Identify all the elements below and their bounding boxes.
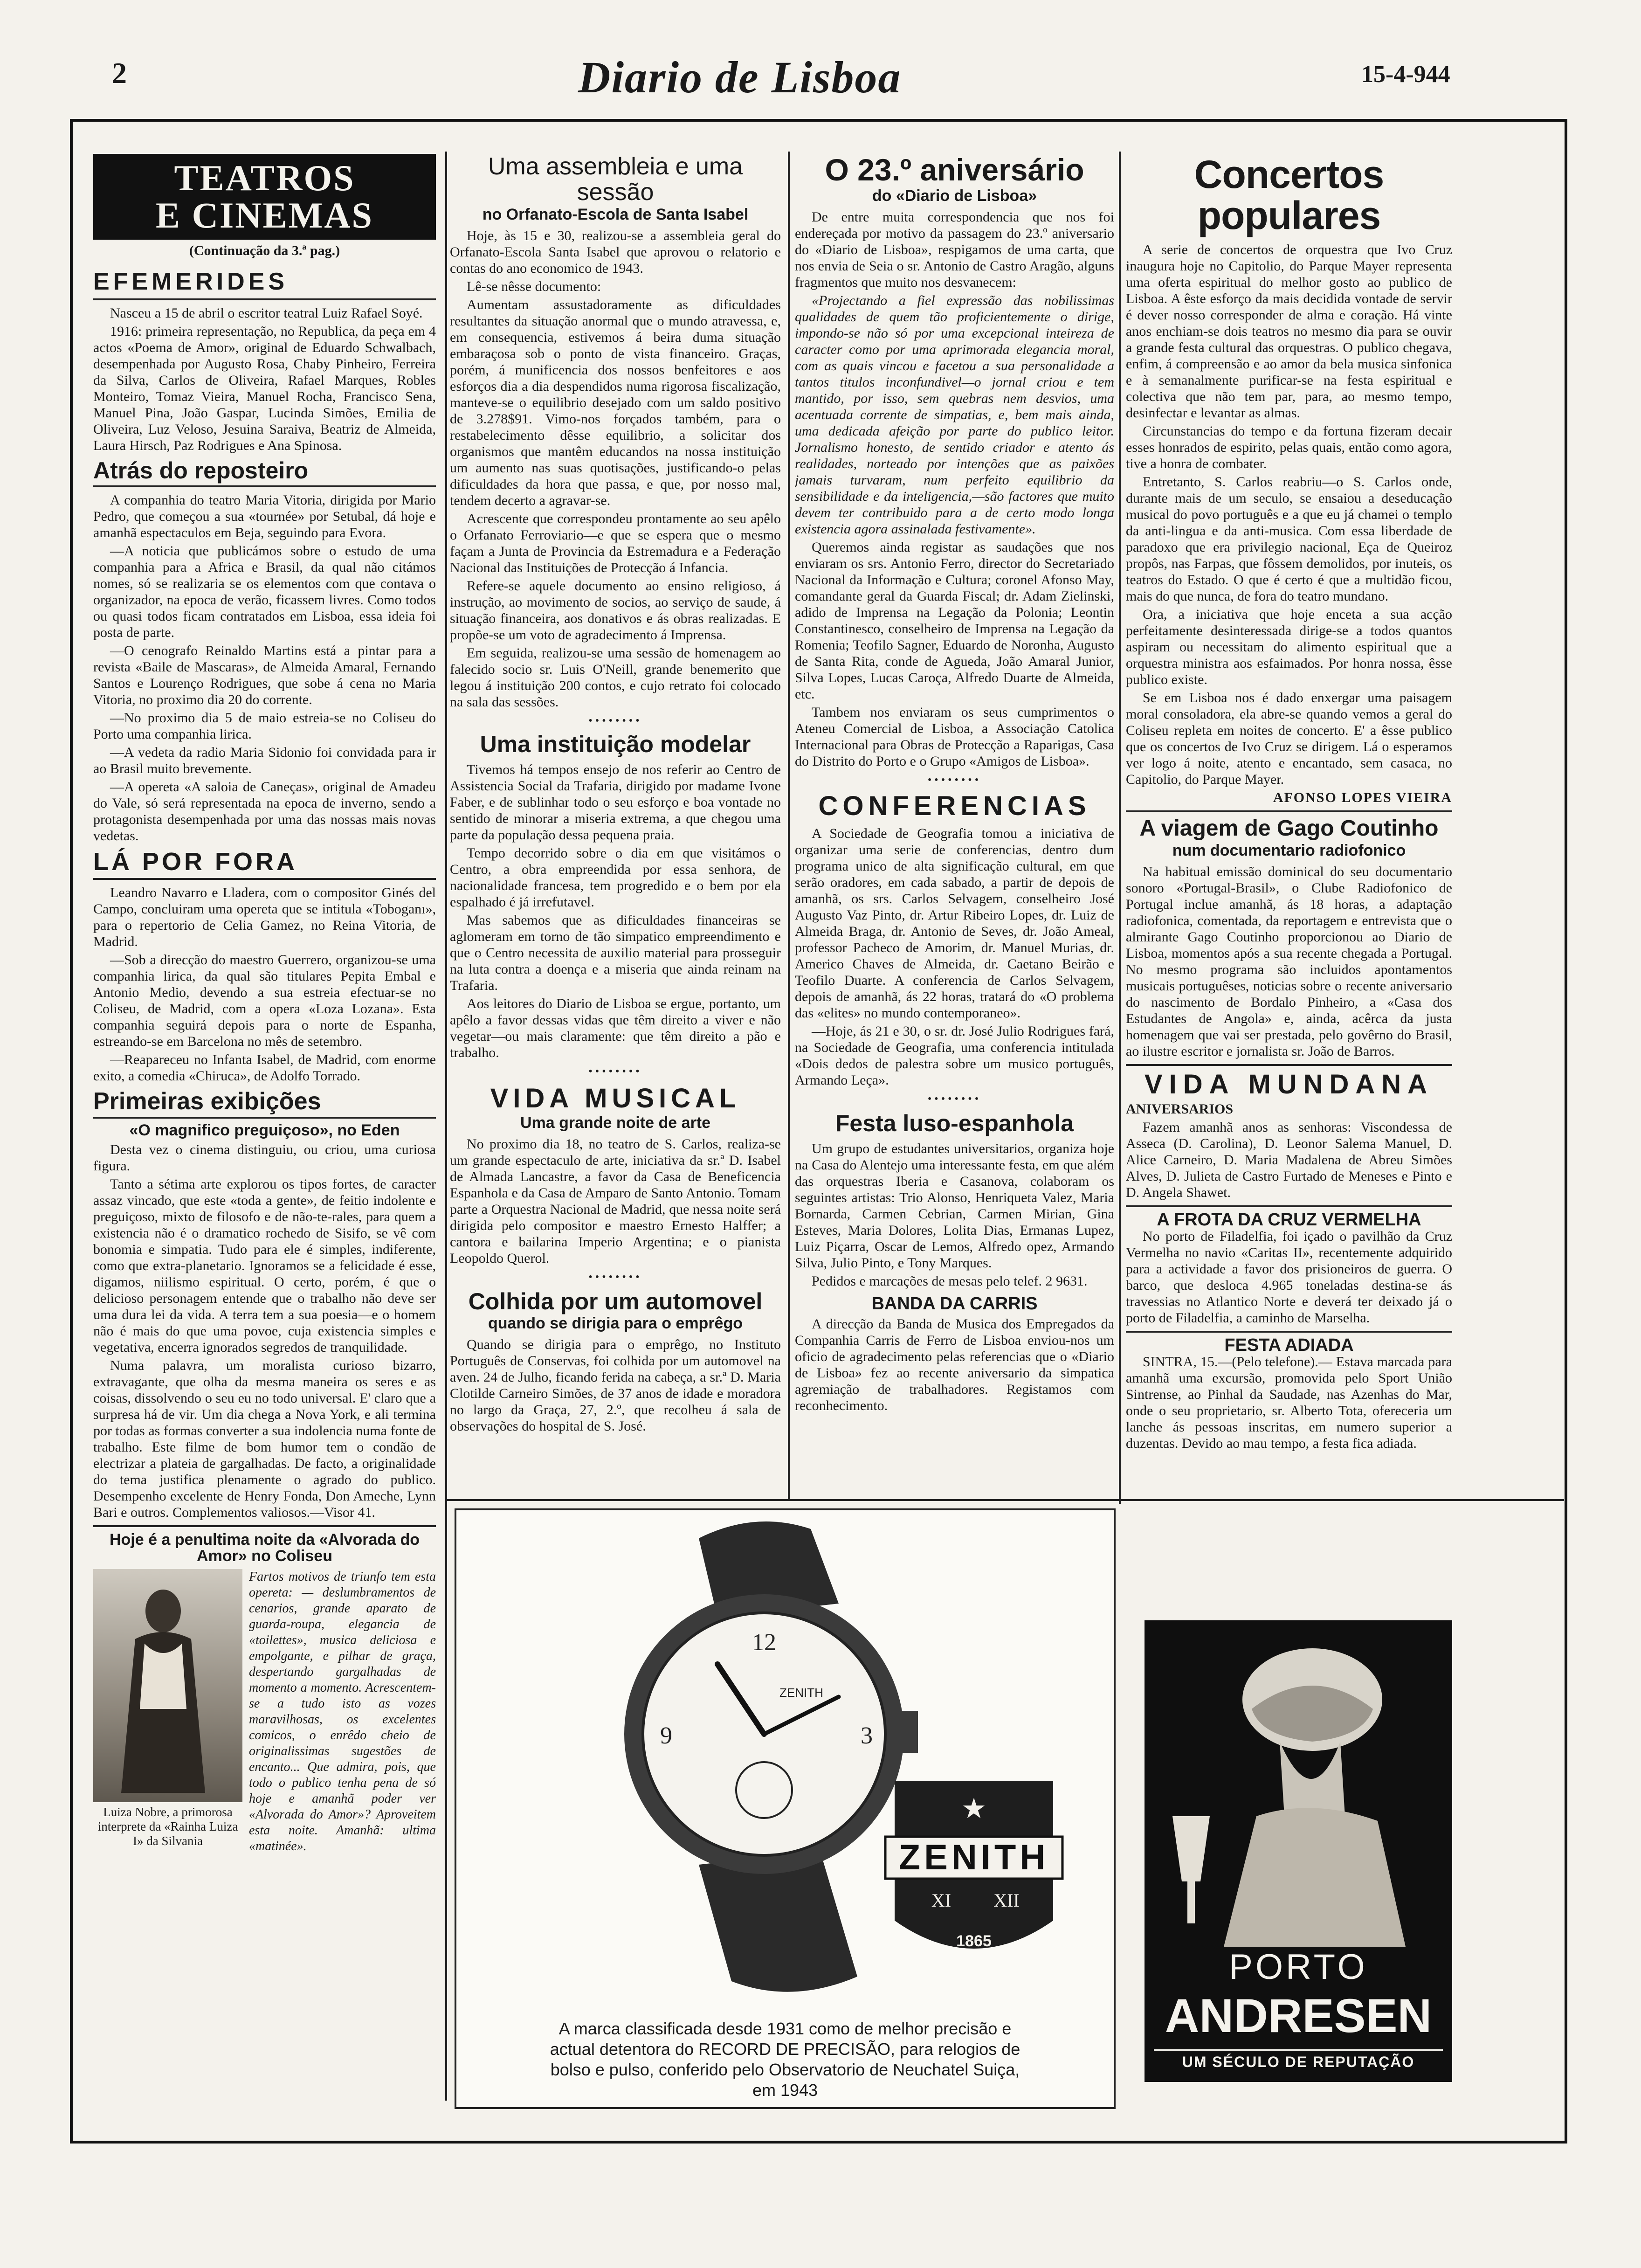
shield-num-2: XII (993, 1890, 1020, 1911)
article-paragraph: Tivemos há tempos ensejo de nos referir ao Centro de Assistencia Social da Trafaria, dirigido por madame Ivone Faber, e de sublinhar todo o seu esforço e boa vontade no sentido de minorar a miseria extrema, a que chegou uma parte da população dessa pequena praia. (450, 761, 781, 843)
article-paragraph: —No proximo dia 5 de maio estreia-se no Coliseu do Porto uma companhia lirica. (93, 710, 436, 742)
svg-text:3: 3 (861, 1722, 873, 1749)
andresen-label: ANDRESEN (1165, 1989, 1432, 2042)
coliseu-heading: Hoje é a penultima noite da «Alvorada do Amor» no Coliseu (109, 1531, 420, 1565)
column-4 (1126, 154, 1452, 1623)
separator: •••••••• (927, 774, 982, 787)
column-1 (93, 154, 436, 2122)
svg-text:9: 9 (660, 1722, 672, 1749)
separator: •••••••• (588, 1065, 642, 1078)
article-paragraph: Pedidos e marcações de mesas pelo telef. 2 9631. (812, 1273, 1088, 1289)
zenith-caption: A marca classificada desde 1931 como de melhor precisão e actual detentora do RECORD DE PRECISÃO, para relogios de bolso e pulso, conferido pelo Observatorio de Neuchatel Suiça, em 1943 (550, 2019, 1020, 2100)
article-paragraph: —A vedeta da radio Maria Sidonio foi convidada para ir ao Brasil muito brevemente. (93, 745, 436, 777)
column-rule-2 (788, 152, 790, 1499)
concertos-heading: Concertos populares (1194, 154, 1384, 238)
article-paragraph: Numa palavra, um moralista curioso bizarro, extravagante, que olha da mesma maneira os seres e as coisas, dissolvendo o seu eu no todo universal. E' claro que a surpresa há de vir. Um dia chega a Nova York, e ali termina por todas as formas converter a sua indolencia numa fonte de trabalho. Este filme de bom humor tem o condão de electrizar a plateia de gargalhadas. De facto, a originalidade do tema justifica plenamente o agrado do publico. Desempenho excelente de Henry Fonda, Don Ameche, Lynn Bari e outros. Complementos valiosos.—Visor 41. (93, 1358, 436, 1521)
exibicoes-heading: Primeiras exibições (93, 1087, 321, 1115)
article-quote: «Projectando a fiel expressão das nobilissimas qualidades de quem tão proficientemente o dirige, impondo-se não só por uma excepcional inteireza de caracter como por uma aprimorada elegancia moral, com as quais vincou e facetou a sua personalidade a tantos titulos inconfundivel—o jornal criou e tem mantido, por isso, sem quebras nem desvios, uma acentuada corrente de simpatias, e, bem mais ainda, uma dedicada afeição por parte do publico leitor. Jornalismo honesto, de sentido criador e atento ás realidades, norteado por intenções que as paixões jamais turvaram, num perfeito equilibrio da sensibilidade e da inteligencia,—são factores que muito devem ter contribuido para a de certo modo longa existencia agora assinalada festivamente». (795, 293, 1114, 537)
aniversario-subheading: do «Diario de Lisboa» (872, 187, 1037, 205)
coliseu-text: Fartos motivos de triunfo tem esta opereta: — deslumbramentos de cenarios, grande aparato de guarda-roupa, elegancia de «toilettes», musica deliciosa e empolgante, e pilhar de graça, despertando gargalhadas de momento a momento. Acrescentem-se a tudo isto as vozes maravilhosas, os excelentes comicos, o enrêdo cheio de originalissimas sugestões de encanto... Que admira, pois, que todo o publico tenha pena de só hoje e amanhã poder ver «Alvorada do Amor»? Aproveitem esta noite. Amanhã: ultima «matinée». (249, 1570, 436, 1854)
aniversario-heading: O 23.º aniversário (825, 154, 1084, 187)
gago-heading: A viagem de Gago Coutinho (1139, 816, 1439, 841)
article-paragraph: Nasceu a 15 de abril o escritor teatral Luiz Rafael Soyé. (110, 305, 423, 321)
article-paragraph: Um grupo de estudantes universitarios, organiza hoje na Casa do Alentejo uma interessante festa, em que além das orquestras Iberia e Casanova, colaboram os seguintes artistas: Trio Alonso, Henriqueta Valez, Maria Bornarda, Carmen Cebrian, Carmen Mirian, Gina Esteves, Maria Dolores, Lolita Dias, Ermanas Lupez, Luiz Piçarra, Oscar de Lemos, Alfredo opez, Armando Silva, Julio Pinto, e Tony Marques. (795, 1141, 1114, 1271)
article-paragraph: —A noticia que publicámos sobre o estudo de uma companhia para a Africa e Brasil, da qual não citámos nomes, só se realizaria se os elementos com que contava o organizador, na epoca de verão, ficassem livres. Como todos ou quasi todos ficam contratados em Lisboa, essa ideia foi posta de parte. (93, 543, 436, 641)
assembleia-subheading: no Orfanato-Escola de Santa Isabel (482, 206, 749, 224)
article-paragraph: Circunstancias do tempo e da fortuna fizeram decair esses honrados de espirito, pelas quais, então como agora, tive a honra de combater. (1126, 423, 1452, 472)
article-paragraph: Entretanto, S. Carlos reabriu—o S. Carlos onde, durante mais de um seculo, se ensaiou a deseducação musical do povo português e a que eu já chamei o templo da anti-lingua e da anti-musica. Com essa liberdade de paradoxo que era privilegio nacional, Eça de Queiroz propôs, nas Farpas, que fôssem demolidos, por inuteis, os teatros do Estado. O que é certo é que a multidão ficou, mais do que nunca, de fora do teatro mundano. (1126, 474, 1452, 604)
article-paragraph: Aos leitores do Diario de Lisboa se ergue, portanto, um apêlo a favor dessas vidas que têm direito a viver e não vegetar—ou mais claramente: que têm direito a pão e trabalho. (450, 996, 781, 1060)
article-paragraph: 1916: primeira representação, no Republica, da peça em 4 actos «Poema de Amor», original de Eduardo Schwalbach, desempenhada por Augusto Rosa, Chaby Pinheiro, Ferreira da Silva, Carlos de Oliveira, Rafael Marques, Robles Monteiro, Tomaz Vieira, Manuel Rocha, Francisco Sena, Manuel Pina, João Gaspar, Lucinda Simões, Emilia de Oliveira, Luz Veloso, Jesuina Saraiva, Beatriz de Almeida, Laura Hirsch, Paz Rodrigues e Ana Spinosa. (93, 323, 436, 453)
article-paragraph: Acrescente que correspondeu prontamente ao seu apêlo o Orfanato Ferroviario—e que se espera que o mesmo façam a Junta de Provincia da Estremadura e a Federação Nacional das Instituições de Protecção á Infancia. (450, 511, 781, 576)
article-paragraph: —O cenografo Reinaldo Martins está a pintar para a revista «Baile de Mascaras», de Almeida Amaral, Fernando Santos e Lourenço Rodrigues, que sobe á cena no Maria Vitoria, no proximo dia 20 do corrente. (93, 643, 436, 708)
dial-brand: ZENITH (779, 1686, 823, 1700)
conferencias-heading: CONFERENCIAS (818, 791, 1091, 822)
article-paragraph: A Sociedade de Geografia tomou a iniciativa de organizar uma serie de conferencias, dentro dum programa unico de alta significação cultural, em que serão oradores, em cada sabado, a partir de depois de amanhã, os srs. Carlos Selvagem, conselheiro José Augusto Vaz Pinto, dr. Artur Ribeiro Lopes, dr. Luiz de Almeida Braga, dr. Antonio de Seves, dr. João Ameal, professor Pacheco de Amorim, dr. Manuel Murias, dr. Americo Chaves de Almeida, dr. Caetano Beirão e Teofilo Duarte. A conferencia de Carlos Selvagem, depois de amanhã, ás 22 horas, tratará do «O problema das «elites» no mundo contemporaneo». (795, 826, 1114, 1021)
article-paragraph: A serie de concertos de orquestra que Ivo Cruz inaugura hoje no Capitolio, do Parque Mayer representa uma oferta espiritual do melhor gosto ao publico de Lisboa. A êste esforço da mais decidida vontade de servir é dever nosso corresponder de alma e coração. Há vinte anos enchiam-se dois teatros no mesmo dia para se ouvir a grande festa cultural das orquestras. O publico chegava, enfim, á compreensão e ao amor da bela musica sinfonica e à semanalmente purificar-se na festa espiritual e colectiva que não tem par, para, ao mesmo tempo, desinfectar e levantar as almas. (1126, 242, 1452, 421)
article-paragraph: Lê-se nêsse documento: (467, 279, 601, 295)
article-paragraph: —Hoje, ás 21 e 30, o sr. dr. José Julio Rodrigues fará, na Sociedade de Geografia, uma conferencia intitulada «Dois dedos de palestra sobre um musico português, Armando Leça». (795, 1023, 1114, 1088)
porto-andresen-advert (1145, 1620, 1452, 2082)
article-paragraph: SINTRA, 15.—(Pelo telefone).— Estava marcada para amanhã uma excursão, promovida pelo Sport União Sintrense, ao Pinhal da Saudade, nas Azenhas do Mar, onde o seu proprietario, sr. Alberto Tota, ofereceria um lanche ás pessoas inscritas, em numero superior a duzentas. Devido ao mau tempo, a festa fica adiada. (1126, 1354, 1452, 1451)
article-paragraph: Tanto a sétima arte explorou os tipos fortes, de caracter assaz vincado, que este «toda a gente», de feitio indolente e preguiçoso, mixto de filosofo e de não-te-rales, para quem a existencia não é o dramatico rochedo de Sisifo, se vê com bonomia e simpatia. Tudo para ele é simples, indiferente, como que extra-planetario. Ignoramos se a felicidade é esse, digamos, niilismo espiritual. O certo, porém, é que o delicioso personagem entende que o trabalho não deve ser uma dura lei da vida. A terra tem a sua poesia—e o homem não é mais do que uma povoe, cuja existencia simples e vegetativa, encerra ignorados segredos de tranquilidade. (93, 1176, 436, 1355)
separator: •••••••• (588, 1271, 642, 1283)
article-paragraph: Aumentam assustadoramente as dificuldades resultantes da situação anormal que o mundo atravessa, e, em consequencia, estivemos á beira duma situação embaraçosa sob o ponto de vista financeiro. Graças, porém, á munificencia dos nossos benfeitores e aos esforços dia a dia despendidos numa rigorosa fiscalização, manteve-se o equilibrio desejado com um saldo positivo de 3.278$91. Vimo-nos forçados também, para o restabelecimento dêsse equilibrio, a solicitar dos organismos que mantêm educandos na nossa instituição um aumento nas suas quotisações, justificando-o pelas dificuldades da hora que passa, e que, por nosso mal, tendem decerto a agravar-se. (450, 297, 781, 509)
article-paragraph: Mas sabemos que as dificuldades financeiras se aglomeram em torno de tão simpatico empreendimento e que o Centro necessita de auxilio material para prosseguir na luta contra a doença e a miseria que ainda reinam na Trafaria. (450, 912, 781, 993)
article-paragraph: De entre muita correspondencia que nos foi endereçada por motivo da passagem do 23.º aniversario do «Diario de Lisboa», respigamos de uma carta, que nos envia de Seia o sr. Antonio de Castro Aragão, alguns fragmentos que muito nos desvanecem: (795, 209, 1114, 290)
article-paragraph: No proximo dia 18, no teatro de S. Carlos, realiza-se um grande espectaculo de arte, iniciativa da sr.ª D. Isabel de Almada Lancastre, a favor da Casa de Beneficencia Espanhola e da Casa de Amparo de Santo Antonio. Tomam parte a Orquestra Nacional de Madrid, que nessa noite será dirigida pelo compositor e maestro Ernesto Halffer; a cantora e bailarina Imperio Argentina; e o pianista Leopoldo Querol. (450, 1136, 781, 1266)
assembleia-heading: Uma assembleia e uma sessão (488, 154, 743, 206)
reposteiro-heading: Atrás do reposteiro (93, 457, 309, 484)
article-paragraph: Tempo decorrido sobre o dia em que visitámos o Centro, a obra empreendida por essa senhora, de nacionalidade francesa, tem progredido e o bem por ela espalhado é já irrefutavel. (450, 845, 781, 910)
zenith-advert (455, 1508, 1116, 2109)
svg-text:12: 12 (752, 1629, 776, 1656)
vida-mundana-heading: VIDA MUNDANA (1144, 1069, 1434, 1099)
article-paragraph: Se em Lisboa nos é dado enxergar uma paisagem moral consoladora, ela abre-se quando vemos a geral do Coliseu repleta em noites de concerto. E' a êsse publico que os concertos de Ivo Cruz se dirigem. Lá o esperamos ver logo á noite, atento e encantado, sem casaca, no Capitolio, do Parque Mayer. (1126, 690, 1452, 788)
column-2 (450, 154, 781, 1492)
vida-musical-heading: VIDA MUSICAL (490, 1083, 741, 1113)
column-rule-1 (445, 152, 447, 2101)
andresen-tagline: UM SÉCULO DE REPUTAÇÃO (1154, 2049, 1443, 2071)
porto-label: PORTO (1229, 1947, 1368, 1987)
concertos-author: AFONSO LOPES VIEIRA (1273, 790, 1452, 806)
colhida-heading: Colhida por um automovel (468, 1288, 763, 1314)
photo-caption: Luiza Nobre, a primorosa interprete da «Rainha Luiza I» da Silvania (97, 1805, 238, 1848)
colhida-subheading: quando se dirigia para o emprêgo (488, 1314, 743, 1333)
aniversarios-label: ANIVERSARIOS (1126, 1101, 1234, 1117)
column-3 (795, 154, 1114, 1492)
article-paragraph: Fazem amanhã anos as senhoras: Viscondessa de Asseca (D. Carolina), D. Leonor Salema Manuel, D. Alice Carneiro, D. Maria Madalena de Abreu Simões Alves, D. Julieta de Castro Furtado de Meneses e Pinto e D. Angela Shawet. (1126, 1119, 1452, 1200)
teatros-cinemas-banner: TEATROS E CINEMAS (93, 154, 436, 240)
article-paragraph: Em seguida, realizou-se uma sessão de homenagem ao falecido socio sr. Luis O'Neill, grande benemerito que legou á instituição 200 contos, e cujo retrato foi colocado na sala das sessões. (450, 645, 781, 710)
instituicao-heading: Uma instituição modelar (480, 731, 751, 758)
actress-photo (93, 1569, 242, 1802)
exibicoes-subheading: «O magnifico preguiçoso», no Eden (129, 1121, 400, 1140)
article-paragraph: Refere-se aquele documento ao ensino religioso, á instrução, ao movimento de socios, ao serviço de saude, á situação financeira, aos donativos e ás obras realizadas. E propõe-se um voto de agradecimento á Imprensa. (450, 578, 781, 643)
article-paragraph: Queremos ainda registar as saudações que nos enviaram os srs. Antonio Ferro, director do Secretariado Nacional da Informação e Cultura; coronel Afonso May, comandante geral da Guarda Fiscal; dr. Adam Zielinski, adido de Imprensa na Legação da Polonia; Leontin Constantinesco, conselheiro de Imprensa na Legação da Romenia; Teofilo Sagner, Eduardo de Noronha, Augusto de Santa Rita, conde de Agueda, João Amaral Junior, Silva Lopes, Lucas Caroça, Alfredo Duarte de Almeida, etc. (795, 539, 1114, 702)
festa-heading: Festa luso-espanhola (835, 1110, 1074, 1137)
zenith-year: 1865 (956, 1932, 992, 1950)
article-paragraph: Quando se dirigia para o emprêgo, no Instituto Português de Conservas, foi colhida por um automovel na aven. 24 de Julho, ficando ferida na cabeça, a sr.ª D. Maria Clotilde Carneiro Simões, de 37 anos de idade e moradora no largo da Graça, 27, 2.º, que recolheu á sala de observações do hospital de S. José. (450, 1337, 781, 1434)
article-paragraph: Tambem nos enviaram os seus cumprimentos o Ateneu Comercial de Lisboa, a Associação Catolica Internacional para Obras de Protecção a Raparigas, Casa do Distrito do Porto e o Grupo «Amigos de Lisboa». (795, 705, 1114, 769)
festa-adiada-heading: FESTA ADIADA (1224, 1335, 1354, 1355)
zenith-watch-icon (456, 1510, 1114, 2014)
column-rule-3 (1119, 152, 1121, 1504)
actress-figure-icon (93, 1569, 242, 1802)
article-paragraph: Leandro Navarro e Lladera, com o compositor Ginés del Campo, concluiram uma opereta que se intitula «Toboganı», para o repertorio de Celia Gamez, no Reina Vitoria, de Madrid. (93, 885, 436, 949)
article-paragraph: —Sob a direcção do maestro Guerrero, organizou-se uma companhia lirica, da qual são titulares Pepita Embal e Antonio Medio, devendo a sua estreia efectuar-se no Coliseu, de Madrid, com a opera «Loza Lozana». Esta companhia seguirá depois para o norte de Espanha, estreando-se em Barcelona no mês de setembro. (93, 952, 436, 1049)
article-paragraph: A companhia do teatro Maria Vitoria, dirigida por Mario Pedro, que começou a sua «tournée» por Setubal, dá hoje e amanhã espectaculos em Beja, seguindo para Evora. (93, 492, 436, 541)
article-paragraph: —A opereta «A saloia de Caneças», original de Amadeu do Vale, só será representada na epoca de inverno, sendo a protagonista desempenhada por uma das nossas mais novas vedetas. (93, 779, 436, 844)
shield-num-1: XI (931, 1890, 952, 1911)
separator: •••••••• (927, 1093, 982, 1106)
turbaned-figure-icon (1145, 1620, 1452, 1947)
continuation-note: (Continuação da 3.ª pag.) (189, 243, 340, 258)
banda-heading: BANDA DA CARRIS (871, 1293, 1038, 1314)
svg-text:★: ★ (961, 1793, 986, 1824)
efemerides-heading: EFEMERIDES (93, 268, 289, 295)
article-paragraph: Desta vez o cinema distinguiu, ou criou, uma curiosa figura. (93, 1142, 436, 1174)
issue-date: 15-4-944 (1361, 61, 1450, 88)
lapor-heading: LÁ POR FORA (93, 848, 297, 876)
article-paragraph: —Reapareceu no Infanta Isabel, de Madrid, com enorme exito, a comedia «Chiruca», de Adolfo Torrado. (93, 1051, 436, 1084)
vida-musical-subheading: Uma grande noite de arte (520, 1113, 711, 1132)
frota-heading: A FROTA DA CRUZ VERMELHA (1157, 1210, 1421, 1230)
gago-subheading: num documentario radiofonico (1172, 841, 1406, 859)
article-paragraph: Hoje, às 15 e 30, realizou-se a assembleia geral do Orfanato-Escola Santa Isabel que aprovou o relatorio e contas do ano economico de 1943. (450, 228, 781, 277)
article-paragraph: A direcção da Banda de Musica dos Empregados da Companhia Carris de Ferro de Lisboa enviou-nos um oficio de agradecimento pelas referencias que o «Diario de Lisboa» fez ao recente aniversario da simpatica agremiação de trabalhadores. Registamos com reconhecimento. (795, 1316, 1114, 1413)
page-number: 2 (112, 56, 127, 90)
article-paragraph: No porto de Filadelfia, foi içado o pavilhão da Cruz Vermelha no navio «Caritas II», recentemente adquirido para a actividade a favor dos prisioneiros de guerra. O barco, que desloca 4.965 toneladas destina-se ás travessias no Atlantico Norte e deverá ter deixado já o porto de Filadelfia, a caminho de Marselha. (1126, 1228, 1452, 1326)
article-paragraph: Ora, a iniciativa que hoje enceta a sua acção perfeitamente desinteressada dirige-se a todos quantos aspiram ou necessitam do alimento espiritual que a orquestra ministra aos esfaimados. Por honra nossa, êsse publico existe. (1126, 607, 1452, 688)
masthead: Diario de Lisboa (578, 52, 902, 102)
article-paragraph: Na habitual emissão dominical do seu documentario sonoro «Portugal-Brasil», o Clube Radiofonico de Portugal inclue amanhã, ás 18 horas, a adaptação radiofonica, comentada, da reportagem e entrevista que o almirante Gago Coutinho proporcionou ao Diario de Lisboa, momentos após a sua recente chegada a Portugal. No mesmo programa são incluidos apontamentos musicais portuguêses, noticias sobre o recente aniversario do nascimento de Bordalo Pinheiro, a «Casa dos Estudantes de Angola» e, ainda, acêrca da justa homenagem que vai ser prestada, pelo govêrno do Brasil, ao ilustre escritor e jornalista sr. João de Barros. (1126, 864, 1452, 1059)
separator: •••••••• (588, 715, 642, 727)
zenith-brand: ZENITH (898, 1838, 1049, 1877)
